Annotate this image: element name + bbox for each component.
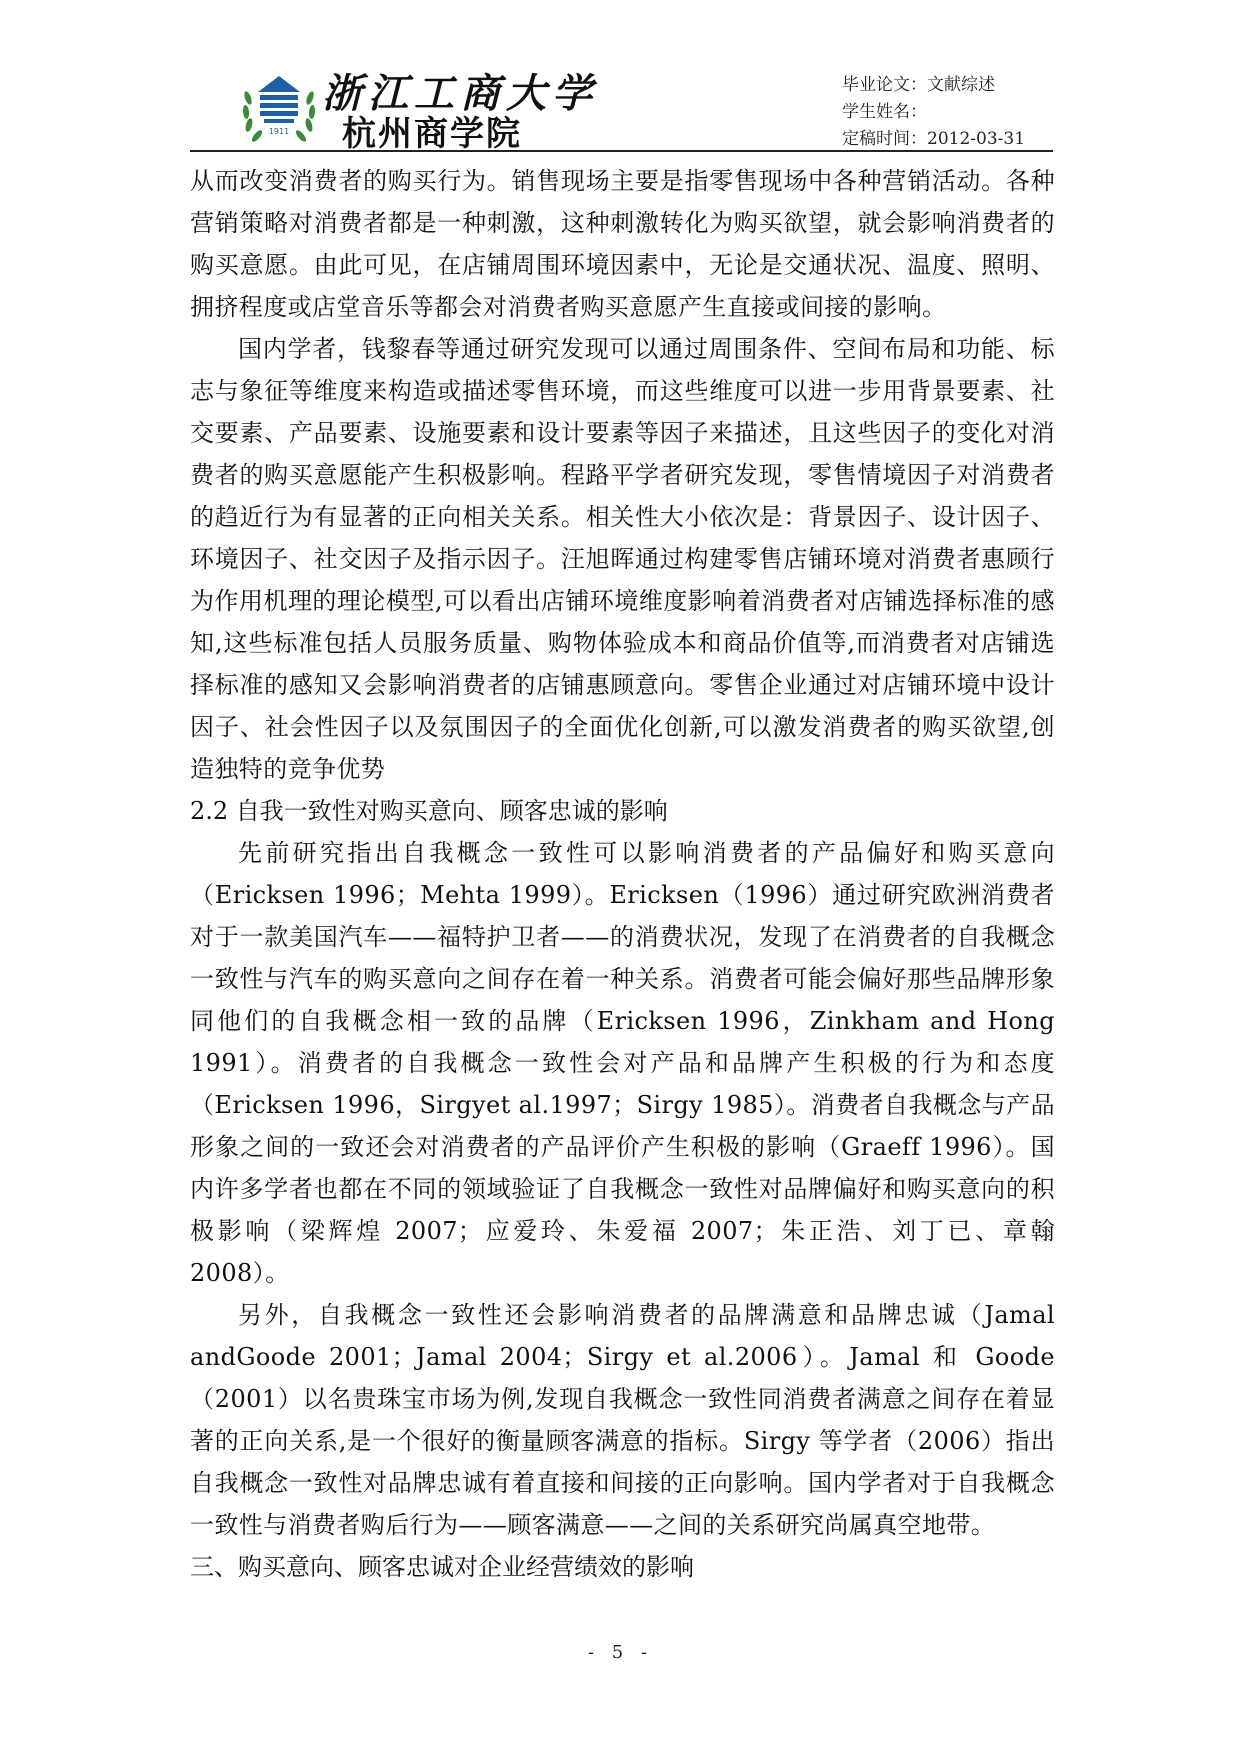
thesis-type: 毕业论文：文献综述: [842, 75, 995, 95]
main-text: [190, 160, 1055, 1588]
section-heading-3: 三、购买意向、顾客忠诚对企业经营绩效的影响: [190, 1553, 694, 1581]
paragraph-4: 另外，自我概念一致性还会影响消费者的品牌满意和品牌忠诚（Jamal andGoode 2001；Jamal 2004；Sirgy et al.2006）。Jamal 和 Goode（2001）以名贵珠宝市场为例,发现自我概念一致性同消费者满意之间存在着显著的正向关系,是一个很好的衡量顾客满意的指标。Sirgy 等学者（2006）指出自我概念一致性对品牌忠诚有着直接和间接的正向影响。国内学者对于自我概念一致性与消费者购后行为——顾客满意——之间的关系研究尚属真空地带。: [190, 1301, 1055, 1539]
paragraph-2: 国内学者，钱黎春等通过研究发现可以通过周围条件、空间布局和功能、标志与象征等维度来构造或描述零售环境，而这些维度可以进一步用背景要素、社交要素、产品要素、设施要素和设计要素等因子来描述，且这些因子的变化对消费者的购买意愿能产生积极影响。程路平学者研究发现，零售情境因子对消费者的趋近行为有显著的正向相关关系。相关性大小依次是：背景因子、设计因子、环境因子、社交因子及指示因子。汪旭晖通过构建零售店铺环境对消费者惠顾行为作用机理的理论模型,可以看出店铺环境维度影响着消费者对店铺选择标准的感知,这些标准包括人员服务质量、购物体验成本和商品价值等,而消费者对店铺选择标准的感知又会影响消费者的店铺惠顾意向。零售企业通过对店铺环境中设计因子、社会性因子以及氛围因子的全面优化创新,可以激发消费者的购买欲望,创造独特的竞争优势: [190, 335, 1055, 783]
paragraph-3: 先前研究指出自我概念一致性可以影响消费者的产品偏好和购买意向（Ericksen 1996；Mehta 1999）。Ericksen（1996）通过研究欧洲消费者对于一款美国汽车——福特护卫者——的消费状况，发现了在消费者的自我概念一致性与汽车的购买意向之间存在着一种关系。消费者可能会偏好那些品牌形象同他们的自我概念相一致的品牌（Ericksen 1996，Zinkham and Hong 1991）。消费者的自我概念一致性会对产品和品牌产生积极的行为和态度（Ericksen 1996，Sirgyet al.1997；Sirgy 1985）。消费者自我概念与产品形象之间的一致还会对消费者的产品评价产生积极的影响（Graeff 1996）。国内许多学者也都在不同的领域验证了自我概念一致性对品牌偏好和购买意向的积极影响（梁辉煌 2007；应爱玲、朱爱福 2007；朱正浩、刘丁已、章翰 2008）。: [190, 839, 1055, 1287]
page-number: - 5 -: [587, 1642, 654, 1663]
student-name: 学生姓名：: [842, 102, 927, 122]
college-name: 杭州商学院: [342, 114, 522, 154]
seal-year: 1911: [268, 127, 290, 136]
header-rule: [190, 150, 1053, 152]
final-date: 定稿时间：2012-03-31: [842, 129, 1026, 149]
paragraph-1: 从而改变消费者的购买行为。销售现场主要是指零售现场中各种营销活动。各种营销策略对消费者都是一种刺激，这种刺激转化为购买欲望，就会影响消费者的购买意愿。由此可见，在店铺周围环境因素中，无论是交通状况、温度、照明、拥挤程度或店堂音乐等都会对消费者购买意愿产生直接或间接的影响。: [190, 167, 1055, 321]
page-header: [190, 62, 1053, 154]
university-name: 浙江工商大学: [322, 70, 598, 117]
university-seal-logo: [240, 68, 318, 150]
header-meta: [842, 72, 1025, 153]
section-heading-2-2: 2.2 自我一致性对购买意向、顾客忠诚的影响: [190, 797, 668, 825]
